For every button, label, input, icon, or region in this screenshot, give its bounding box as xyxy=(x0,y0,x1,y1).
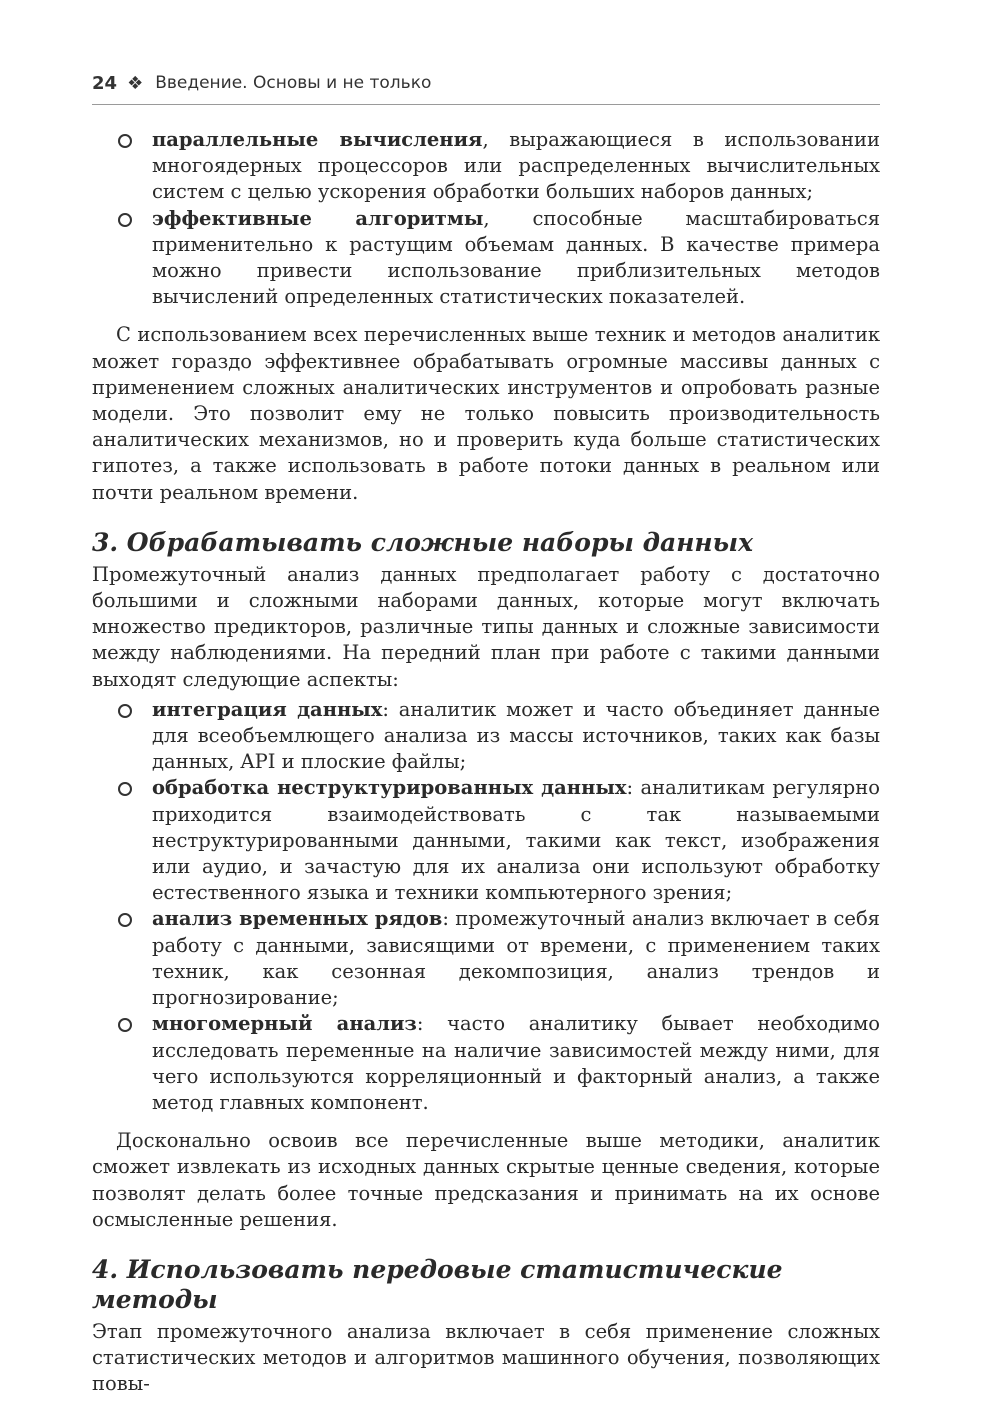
circle-bullet-icon xyxy=(118,913,132,927)
bullet-term: обработка неструктурированных данных xyxy=(152,776,627,800)
running-header xyxy=(92,62,880,105)
list-item xyxy=(92,1011,880,1116)
circle-bullet-icon xyxy=(118,782,132,796)
section-4-heading: 4. Использовать передовые статистические методы xyxy=(92,1254,783,1314)
chapter-title: Введение. Основы и не только xyxy=(155,73,432,93)
bullet-term: многомерный анализ xyxy=(152,1012,417,1036)
section-4-intro: Этап промежуточного анализа включает в себя применение сложных статистических методов и алгоритмов машинного обучения, позволяющих повы- xyxy=(92,1319,880,1396)
bullet-term: интеграция данных xyxy=(152,697,383,721)
circle-bullet-icon xyxy=(118,213,132,227)
bullet-text: : промежуточный анализ включает в себя работу с данными, зависящими от времени, с применением таких техник, как сезонная декомпозиция, анализ трендов и прогнозирование; xyxy=(152,907,880,1010)
list-item xyxy=(92,127,880,206)
list-item xyxy=(92,697,880,776)
section-3-intro: Промежуточный анализ данных предполагает работу с достаточно большими и сложными наборами данных, которые могут включать множество предикторов, различные типы данных и сложные зависимости между наблюдениями. На передний план при работе с такими данными выходят следующие аспекты: xyxy=(92,562,880,691)
section-3-conclusion: Досконально освоив все перечисленные выше методики, аналитик сможет извлекать из исходных данных скрытые ценные сведения, которые позволят делать более точные предсказания и принимать на их основе осмысленные решения. xyxy=(92,1129,880,1231)
bullet-term: эффективные алгоритмы xyxy=(152,206,484,230)
bullet-text: : аналитик может и часто объединяет данные для всеобъемлющего анализа из массы источников, таких как базы данных, API и плоские файлы; xyxy=(152,697,881,774)
circle-bullet-icon xyxy=(118,1018,132,1032)
list-item xyxy=(92,206,880,311)
bullet-text: , выражающиеся в использовании многоядерных процессоров или распределенных вычислительных систем с целью ускорения обработки больших наборов данных; xyxy=(152,128,880,204)
page-number: 24 xyxy=(92,72,118,94)
bullet-text: : часто аналитику бывает необходимо исследовать переменные на наличие зависимостей между ними, для чего используются корреляционный и факторный анализ, а также метод главных компонент. xyxy=(152,1012,880,1114)
top-bullet-list xyxy=(92,127,880,310)
list-item xyxy=(92,775,880,906)
bullet-term: параллельные вычисления xyxy=(152,128,483,151)
page-content xyxy=(92,127,880,1398)
bullet-text: : аналитикам регулярно приходится взаимодействовать с так называемыми неструктурированными данными, такими как текст, изображения или аудио, и зачастую для их анализа они используют обработку естественного языка и техники компьютерного зрения; xyxy=(152,776,880,905)
body-paragraph: С использованием всех перечисленных выше техник и методов аналитик может гораздо эффективнее обрабатывать огромные массивы данных с применением сложных аналитических инструментов и опробовать разные модели. Это позволит ему не только повысить производительность аналитических механизмов, но и проверить куда больше статистических гипотез, а также использовать в работе потоки данных в реальном или почти реальном времени. xyxy=(92,323,880,504)
circle-bullet-icon xyxy=(118,134,132,148)
bullet-text: , способные масштабироваться применительно к растущим объемам данных. В качестве примера можно привести использование приблизительных методов вычислений определенных статистических показателей. xyxy=(152,206,880,309)
circle-bullet-icon xyxy=(118,704,132,718)
list-item xyxy=(92,906,880,1011)
section-3-bullet-list xyxy=(92,697,880,1116)
bullet-term: анализ временных рядов xyxy=(152,907,443,931)
section-3-heading: 3. Обрабатывать сложные наборы данных xyxy=(92,527,753,557)
ornament-icon: ❖ xyxy=(127,72,144,94)
book-page xyxy=(92,62,880,1398)
